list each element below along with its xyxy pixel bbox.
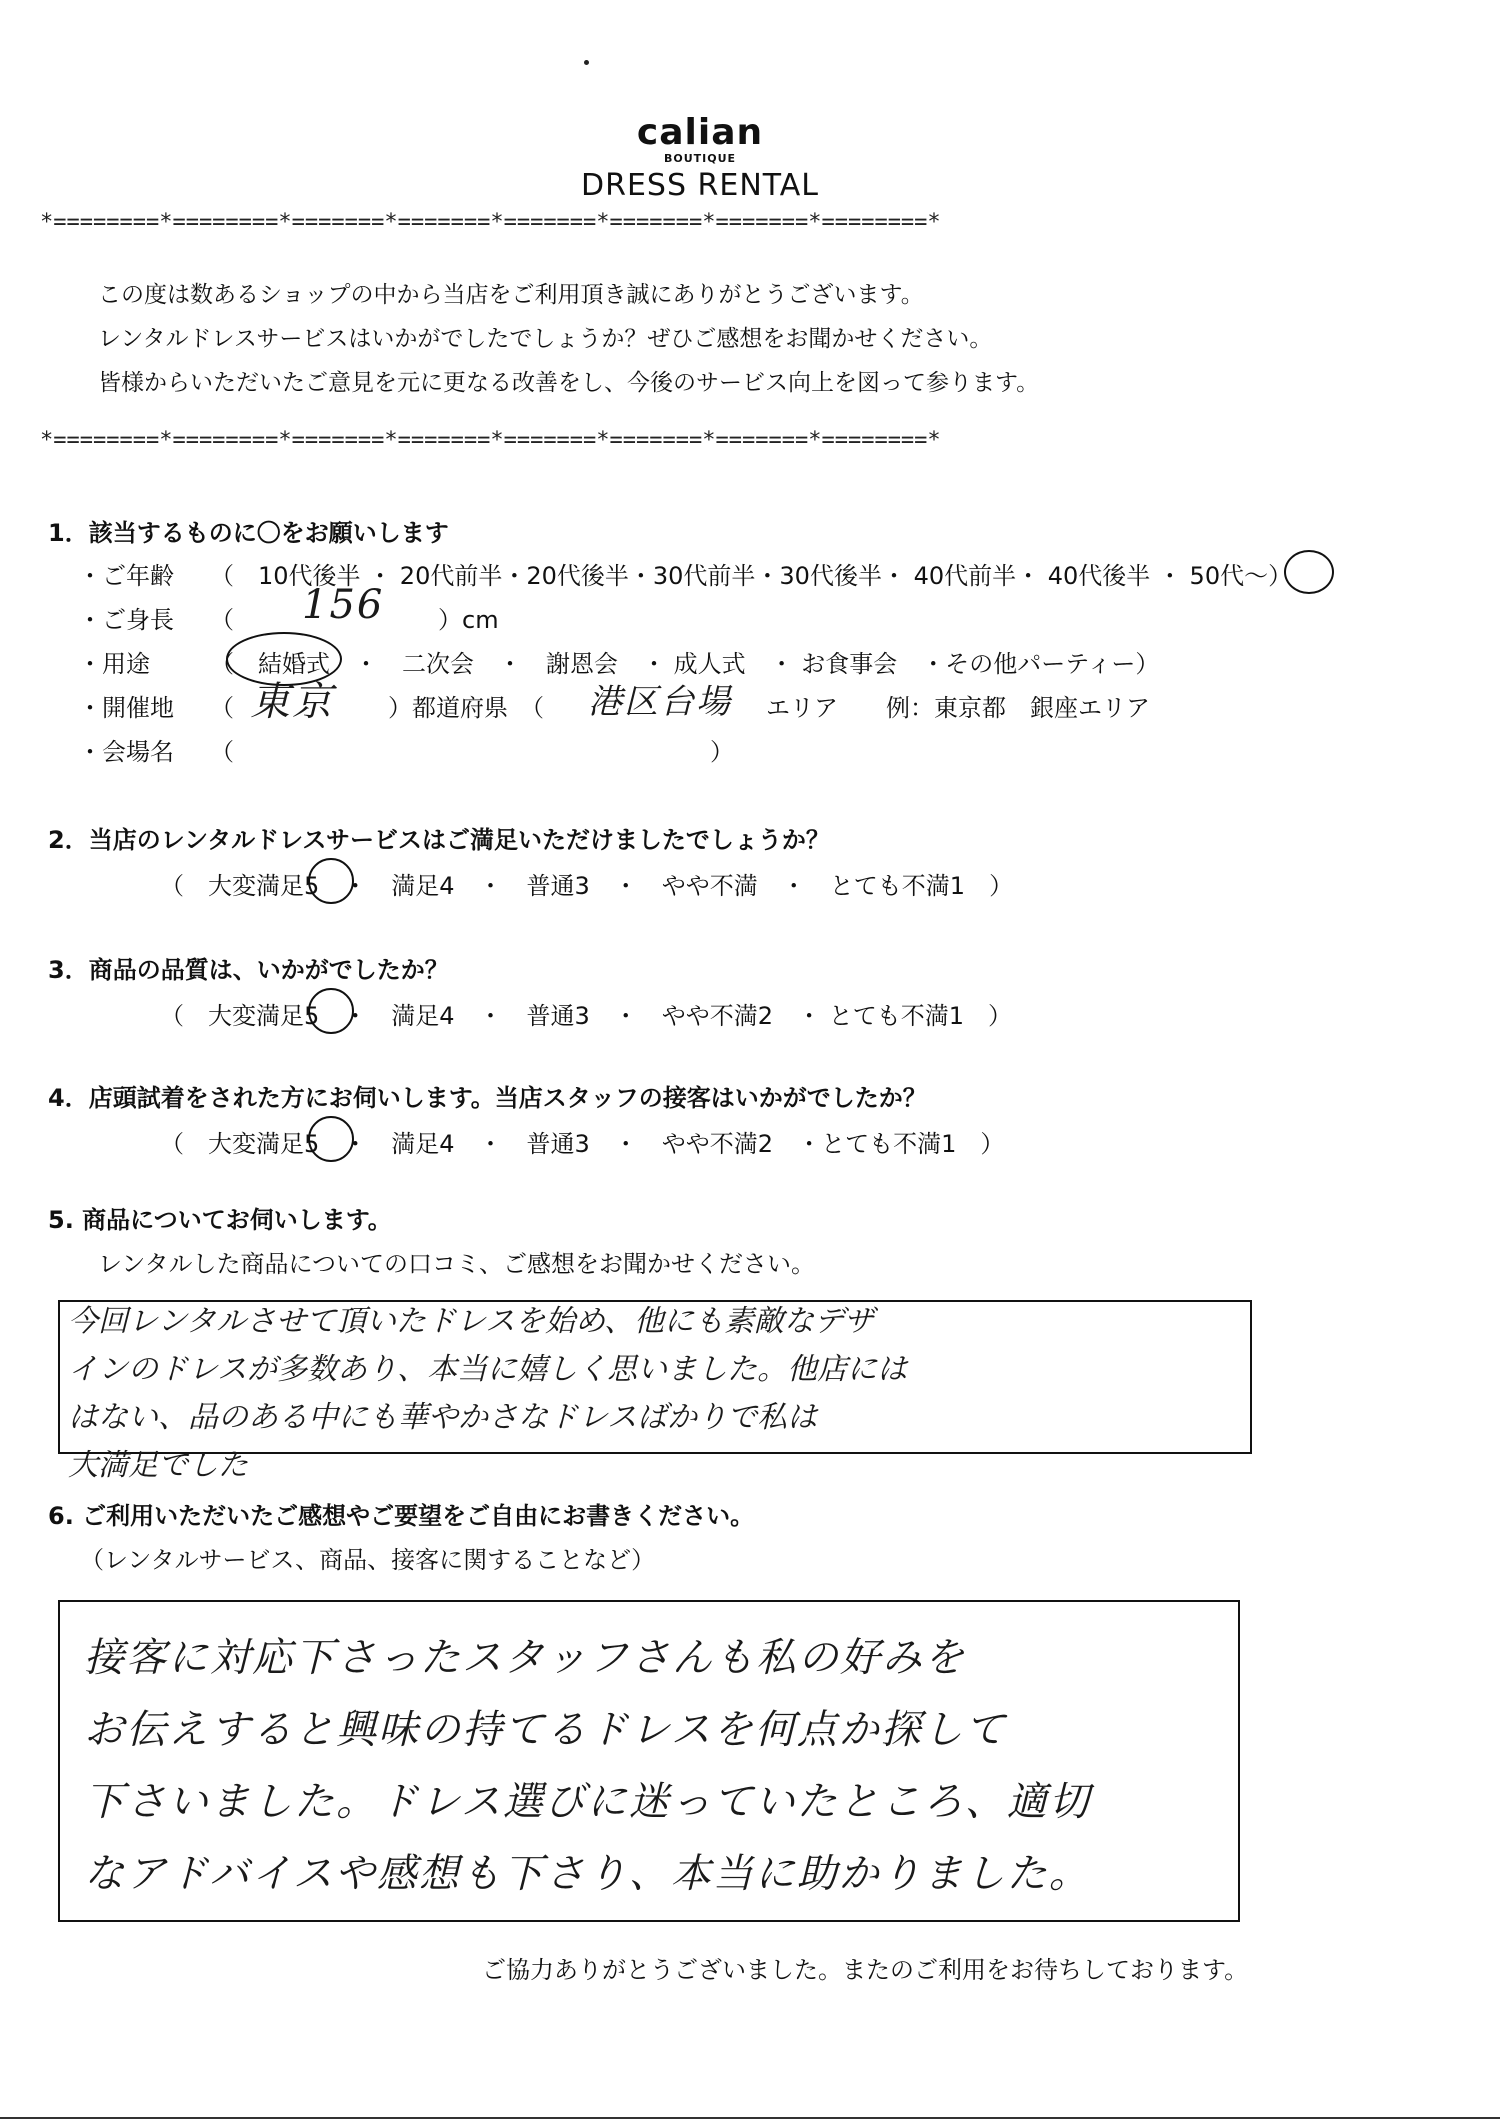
divider-bottom: *========*========*=======*=======*=======*=======*=======*========* [40, 428, 941, 453]
hall-close: ） [710, 738, 734, 766]
q1-title: 1．該当するものに〇をお願いします [48, 519, 449, 547]
venue-mid: ）都道府県 （ [388, 694, 544, 722]
brand-logo: calian [636, 112, 764, 153]
venue-area-value[interactable]: 港区台場 [588, 682, 732, 722]
q6-answer-line-1: 接客に対応下さったスタッフさんも私の好みを [84, 1635, 966, 1681]
brand-sub: BOUTIQUE [663, 152, 737, 165]
q5-title: 5. 商品についてお伺いします。 [48, 1206, 392, 1234]
q5-subtitle: レンタルした商品についての口コミ、ご感想をお聞かせください。 [98, 1250, 815, 1278]
age-selection-circle [1284, 550, 1334, 594]
height-close: ）cm [438, 606, 499, 634]
hall-open: （ [210, 738, 234, 766]
q3-selection-circle [308, 988, 354, 1034]
q2-title: 2．当店のレンタルドレスサービスはご満足いただけましたでしょうか？ [48, 826, 830, 854]
q4-title: 4．店頭試着をされた方にお伺いします。当店スタッフの接客はいかがでしたか？ [48, 1084, 927, 1112]
hall-label: ・会場名 [78, 738, 174, 766]
q5-answer-line-1: 今回レンタルさせて頂いたドレスを始め、他にも素敵なデザ [68, 1304, 874, 1339]
q3-options: （ 大変満足5 ・ 満足4 ・ 普通3 ・ やや不満2 ・ とても不満1 ） [160, 1002, 1012, 1030]
intro-line-2: レンタルドレスサービスはいかがでしたでしょうか？ぜひご感想をお聞かせください。 [98, 326, 993, 352]
q3-title: 3．商品の品質は、いかがでしたか？ [48, 956, 449, 984]
intro-line-1: この度は数あるショップの中から当店をご利用頂き誠にありがとうございます。 [98, 282, 924, 308]
venue-open: （ [210, 694, 234, 722]
bottom-rule [0, 2117, 1500, 2119]
stray-mark [584, 60, 589, 65]
age-label: ・ご年齢 [78, 562, 174, 590]
q5-answer-line-3: はない、品のある中にも華やかさなドレスばかりで私は [68, 1400, 818, 1435]
q5-answer-line-2: インのドレスが多数あり、本当に嬉しく思いました。他店には [68, 1352, 908, 1387]
q6-answer-line-2: お伝えすると興味の持てるドレスを何点か探して [84, 1707, 1007, 1753]
height-open: （ [210, 606, 234, 634]
q4-selection-circle [308, 1116, 354, 1162]
age-options: （ 10代後半 ・ 20代前半・20代後半・30代前半・30代後半・ 40代前半・ 40代後半 ・ 50代～） [210, 562, 1293, 590]
q2-selection-circle [308, 858, 354, 904]
q6-answer-line-4: なアドバイスや感想も下さり、本当に助かりました。 [84, 1851, 1091, 1897]
intro-line-3: 皆様からいただいたご意見を元に更なる改善をし、今後のサービス向上を図って参ります。 [98, 370, 1040, 396]
venue-label: ・開催地 [78, 694, 174, 722]
purpose-label: ・用途 [78, 650, 150, 678]
venue-prefecture-value[interactable]: 東京 [250, 679, 334, 725]
divider-top: *========*========*=======*=======*=======*=======*=======*========* [40, 210, 941, 235]
q4-options: （ 大変満足5 ・ 満足4 ・ 普通3 ・ やや不満2 ・とても不満1 ） [160, 1130, 1005, 1158]
q6-title: 6. ご利用いただいたご感想やご要望をご自由にお書きください。 [48, 1502, 755, 1530]
purpose-options: （ 結婚式 ・ 二次会 ・ 謝恩会 ・ 成人式 ・ お食事会 ・その他パーティー） [210, 650, 1160, 678]
venue-tail: エリア 例：東京都 銀座エリア [766, 694, 1150, 722]
q5-answer-line-4: 大満足でした [68, 1448, 248, 1483]
q6-subtitle: （レンタルサービス、商品、接客に関することなど） [80, 1546, 656, 1574]
height-value[interactable]: 156 [302, 582, 385, 628]
q6-answer-line-3: 下さいました。ドレス選びに迷っていたところ、適切 [84, 1779, 1091, 1825]
q2-options: （ 大変満足5 ・ 満足4 ・ 普通3 ・ やや不満 ・ とても不満1 ） [160, 872, 1014, 900]
page-title: DRESS RENTAL [581, 168, 819, 203]
height-label: ・ご身長 [78, 606, 174, 634]
thank-you-footer: ご協力ありがとうございました。またのご利用をお待ちしております。 [482, 1956, 1249, 1984]
